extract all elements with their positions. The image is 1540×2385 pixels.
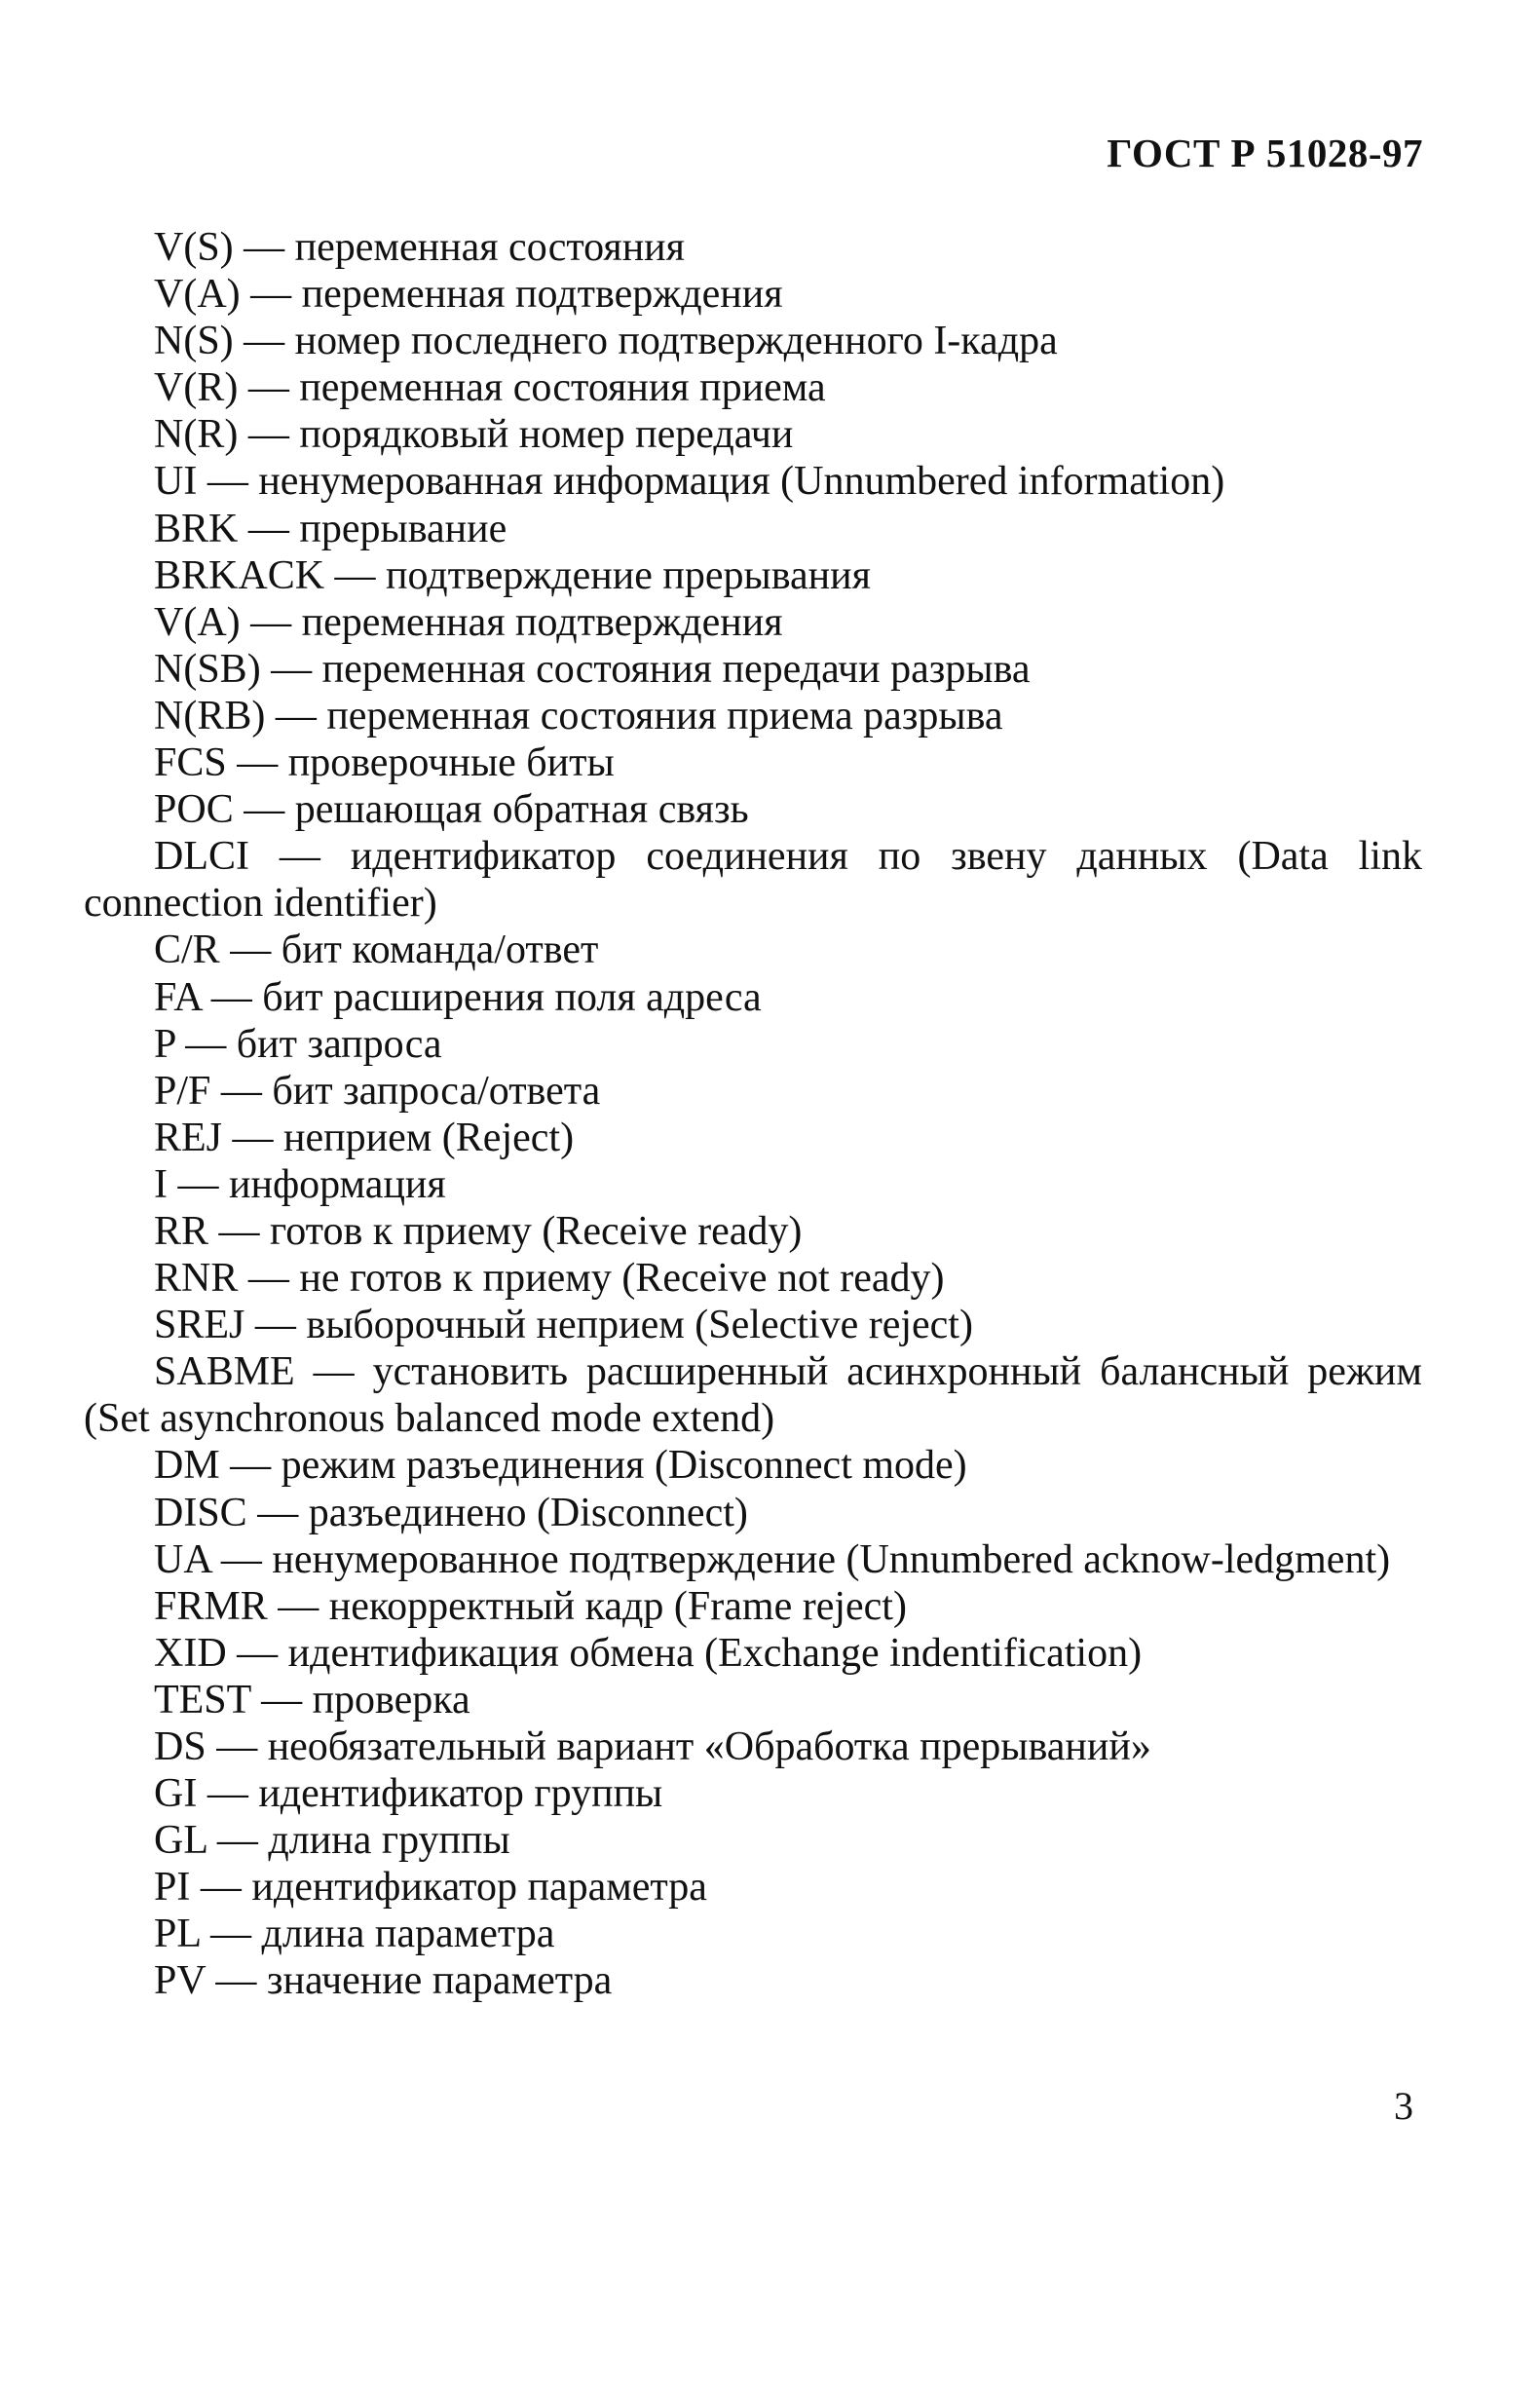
abbreviation-entry-poc: POC — решающая обратная связь: [154, 787, 749, 833]
abbreviation-entry-i: I — информация: [154, 1161, 446, 1207]
abbreviation-entry-ns: N(S) — номер последнего подтвержденного I-кадра: [154, 319, 1058, 364]
abbreviation-entry-pi: PI — идентификатор параметра: [154, 1865, 707, 1911]
abbreviation-entry-nr: N(R) — порядковый номер передачи: [154, 412, 794, 458]
abbreviation-entry-pv: PV — значение параметра: [154, 1958, 613, 2004]
abbreviation-entry-frmr: FRMR — некорректный кадр (Frame reject): [154, 1583, 907, 1629]
abbreviation-entry-pl: PL — длина параметра: [154, 1912, 555, 1957]
abbreviation-entry-va-repeat: V(A) — переменная подтверждения: [154, 599, 783, 645]
abbreviation-entry-brk: BRK — прерывание: [154, 506, 507, 551]
abbreviation-entry-srej: SREJ — выборочный неприем (Selective reject): [154, 1303, 973, 1348]
abbreviation-entry-disc: DISC — разъединено (Disconnect): [154, 1490, 748, 1535]
abbreviation-entry-ds: DS — необязательный вариант «Обработка прерываний»: [154, 1724, 1151, 1769]
abbreviations-list: [84, 224, 1422, 2005]
abbreviation-entry-gi: GI — идентификатор группы: [154, 1771, 663, 1817]
abbreviation-entry-dlci: DLCI — идентификатор соединения по звену данных (Data link connection identifier): [84, 834, 1422, 927]
abbreviation-entry-va: V(A) — переменная подтверждения: [154, 272, 783, 318]
abbreviation-entry-p: P — бит запроса: [154, 1021, 442, 1067]
abbreviation-entry-nsb: N(SB) — переменная состояния передачи разрыва: [154, 646, 1031, 692]
abbreviation-entry-rej: REJ — неприем (Reject): [154, 1115, 575, 1160]
abbreviation-entry-dm: DM — режим разъединения (Disconnect mode): [154, 1443, 967, 1489]
abbreviation-entry-vs: V(S) — переменная состояния: [154, 225, 685, 270]
abbreviation-entry-rr: RR — готов к приему (Receive ready): [154, 1208, 803, 1254]
abbreviation-entry-ua: UA — ненумерованное подтверждение (Unnumbered acknow-ledgment): [154, 1536, 1391, 1582]
abbreviation-entry-xid: XID — идентификация обмена (Exchange indentification): [154, 1630, 1143, 1676]
abbreviation-entry-fcs: FCS — проверочные биты: [154, 740, 615, 786]
abbreviation-entry-sabme: SABME — установить расширенный асинхронный балансный режим (Set asynchronous balanced mode extend): [84, 1349, 1422, 1442]
abbreviation-entry-fa: FA — бит расширения поля адреса: [154, 974, 762, 1020]
abbreviation-entry-pf: P/F — бит запроса/ответа: [154, 1068, 601, 1114]
abbreviation-entry-cr: C/R — бит команда/ответ: [154, 928, 599, 973]
abbreviation-entry-gl: GL — длина группы: [154, 1818, 510, 1864]
abbreviation-entry-vr: V(R) — переменная состояния приема: [154, 365, 826, 411]
abbreviation-entry-rnr: RNR — не готов к приему (Receive not ready): [154, 1256, 945, 1302]
standard-header: ГОСТ Р 51028-97: [1107, 131, 1423, 175]
abbreviation-entry-nrb: N(RB) — переменная состояния приема разрыва: [154, 693, 1003, 738]
page-number: 3: [1394, 2084, 1413, 2128]
abbreviation-entry-test: TEST — проверка: [154, 1677, 470, 1722]
abbreviation-entry-ui: UI — ненумерованная информация (Unnumbered information): [154, 459, 1225, 505]
abbreviation-entry-brkack: BRKACK — подтверждение прерывания: [154, 552, 871, 598]
